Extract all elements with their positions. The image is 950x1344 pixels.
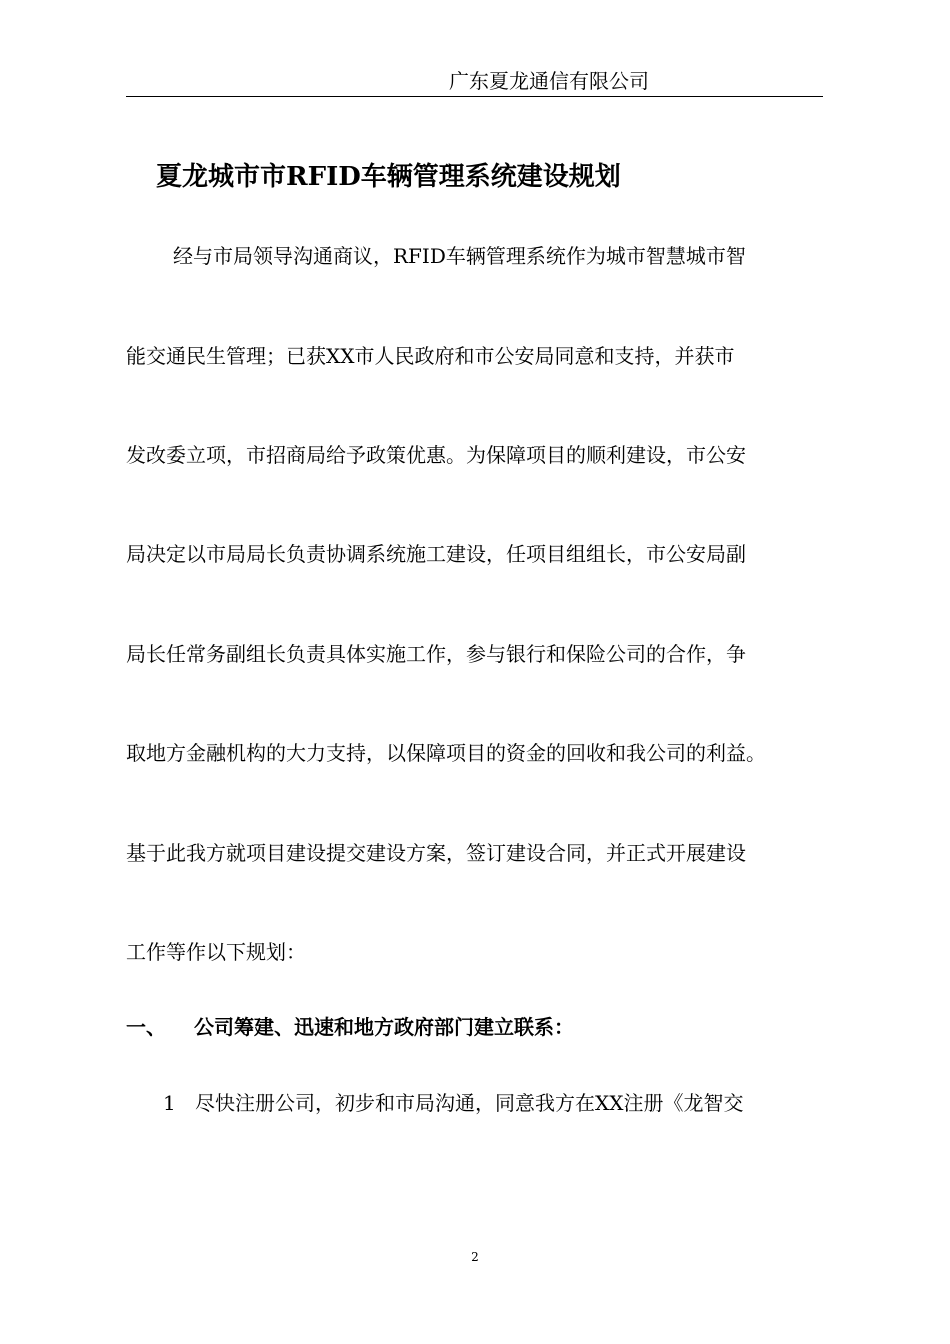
page-header [126,66,823,97]
section-heading-text: 公司筹建、迅速和地方政府部门建立联系： [194,1015,574,1039]
page-number: 2 [471,1250,479,1264]
body-line-1: 经与市局领导沟通商议，RFID车辆管理系统作为城市智慧城市智 [173,244,746,268]
body-line-2: 能交通民生管理；已获XX市人民政府和市公安局同意和支持，并获市 [126,344,735,368]
body-line-5: 局长任常务副组长负责具体实施工作，参与银行和保险公司的合作，争 [126,642,746,666]
body-line-7: 基于此我方就项目建设提交建设方案，签订建设合同，并正式开展建设 [126,841,746,865]
section-number: 一、 [126,1015,166,1039]
document-title: 夏龙城市市RFID车辆管理系统建设规划 [156,162,621,192]
list-item-text: 尽快注册公司，初步和市局沟通，同意我方在XX注册《龙智交 [195,1091,744,1115]
header-company-name: 广东夏龙通信有限公司 [449,69,649,93]
body-line-8: 工作等作以下规划： [126,940,306,964]
body-line-6: 取地方金融机构的大力支持，以保障项目的资金的回收和我公司的利益。 [126,741,766,765]
list-item-number: 1 [163,1091,176,1115]
body-line-4: 局决定以市局局长负责协调系统施工建设，任项目组组长，市公安局副 [126,542,746,566]
body-line-3: 发改委立项，市招商局给予政策优惠。为保障项目的顺利建设，市公安 [126,443,746,467]
